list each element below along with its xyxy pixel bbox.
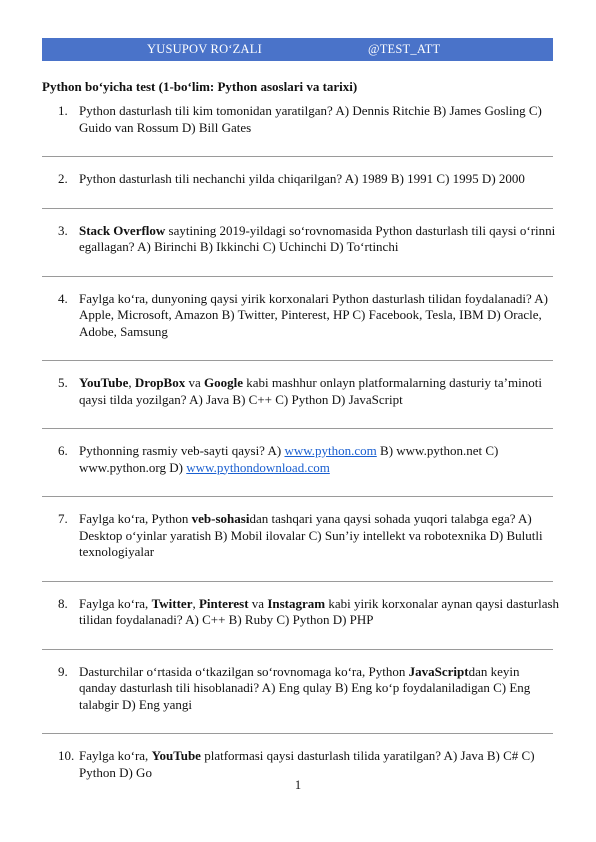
- bold-term: veb-sohasi: [191, 511, 250, 526]
- text-segment: Dasturchilar o‘rtasida o‘tkazilgan so‘rovnomaga ko‘ra, Python: [79, 663, 409, 679]
- question-text: [79, 223, 562, 256]
- bold-term: Stack Overflow: [79, 222, 166, 238]
- question-text: [79, 375, 562, 408]
- text-segment: Python dasturlash tili nechanchi yilda chiqarilgan? A) 1989 B) 1991 C) 1995 D) 2000: [79, 171, 525, 186]
- question-divider: [42, 581, 553, 582]
- question-item: [42, 103, 562, 136]
- text-segment: B) www.python.net C) www.python.org D): [79, 443, 499, 475]
- question-number: 5.: [58, 375, 68, 390]
- question-number: 9.: [58, 663, 68, 679]
- bold-term: JavaScript: [408, 663, 469, 679]
- question-item: [42, 291, 562, 341]
- bold-term: YouTube: [151, 748, 201, 763]
- text-segment: dan keyin qanday dasturlash tili hisoblanadi? A) Eng qulay B) Eng ko‘p foydalaniladigan C) Eng talabgir D) Eng yangi: [79, 663, 531, 712]
- question-text: [79, 103, 562, 136]
- question-item: [42, 664, 562, 714]
- question-item: [42, 511, 562, 561]
- text-segment: Faylga ko‘ra,: [79, 595, 152, 611]
- question-text: [79, 664, 562, 714]
- question-item: [42, 748, 562, 781]
- question-text: [79, 596, 562, 629]
- question-item: [42, 171, 562, 188]
- bold-term: DropBox: [134, 375, 186, 390]
- question-number: 4.: [58, 290, 68, 306]
- question-text: [79, 443, 562, 476]
- question-text: [79, 511, 562, 561]
- question-number: 1.: [58, 103, 68, 118]
- text-segment: kabi mashhur onlayn platformalarning dasturiy ta’minoti qaysi tilda yozilgan? A) Java B) C++ C) Python D) JavaScript: [79, 375, 542, 407]
- url-link[interactable]: www.python.com: [284, 443, 377, 458]
- bold-term: Google: [204, 375, 243, 390]
- bold-term: Instagram: [267, 595, 326, 611]
- question-divider: [42, 156, 553, 157]
- question-number: 10.: [58, 748, 75, 763]
- bold-term: Pinterest: [198, 595, 249, 611]
- page-number: 1: [294, 778, 302, 792]
- author-handle: @TEST_ATT: [368, 42, 441, 56]
- text-segment: Faylga ko‘ra, dunyoning qaysi yirik korxonalari Python dasturlash tilidan foydalanadi? A) Apple, Microsoft, Amazon B) Twitter, Pinterest, HP C) Facebook, Tesla, IBM D) Oracle, Adobe, Samsung: [79, 290, 548, 339]
- text-segment: ,: [192, 595, 199, 611]
- question-text: [79, 748, 562, 781]
- question-list: [42, 103, 562, 781]
- text-segment: va: [248, 595, 268, 611]
- bold-term: Twitter: [151, 595, 193, 611]
- bold-term: YouTube: [79, 375, 129, 390]
- question-text: [79, 291, 562, 341]
- text-segment: va: [185, 375, 204, 390]
- url-link[interactable]: www.pythondownload.com: [186, 459, 330, 475]
- test-title: Python bo‘yicha test (1-bo‘lim: Python asoslari va tarixi): [42, 79, 358, 94]
- question-number: 2.: [58, 171, 68, 186]
- question-divider: [42, 649, 553, 650]
- question-number: 3.: [58, 222, 68, 238]
- question-item: [42, 443, 562, 476]
- text-segment: Faylga ko‘ra, Python: [79, 511, 192, 526]
- text-segment: dan tashqari yana qaysi sohada yuqori talabga ega? A) Desktop o‘yinlar yaratish B) Mobil ilovalar C) Sun’iy intellekt va robotexnika D) Bulutli texnologiyalar: [79, 511, 543, 559]
- text-segment: kabi yirik korxonalar aynan qaysi dasturlash tilidan foydalanadi? A) C++ B) Ruby C) Python D) PHP: [79, 595, 560, 627]
- text-segment: ,: [128, 375, 135, 390]
- question-text: [79, 171, 562, 188]
- header-bar: [42, 38, 553, 61]
- question-divider: [42, 208, 553, 209]
- question-number: 8.: [58, 595, 68, 611]
- author-name: YUSUPOV RO‘ZALI: [147, 42, 262, 56]
- text-segment: platformasi qaysi dasturlash tilida yaratilgan? A) Java B) C# C) Python D) Go: [79, 748, 535, 780]
- question-number: 7.: [58, 511, 68, 526]
- question-divider: [42, 276, 553, 277]
- question-number: 6.: [58, 443, 68, 458]
- question-divider: [42, 496, 553, 497]
- question-divider: [42, 428, 553, 429]
- question-divider: [42, 360, 553, 361]
- text-segment: Faylga ko‘ra,: [79, 748, 152, 763]
- text-segment: saytining 2019-yildagi so‘rovnomasida Python dasturlash tili qaysi o‘rinni egallagan? A) Birinchi B) Ikkinchi C) Uchinchi D) To‘rtinchi: [79, 222, 556, 254]
- question-item: [42, 223, 562, 256]
- question-divider: [42, 733, 553, 734]
- question-item: [42, 596, 562, 629]
- question-item: [42, 375, 562, 408]
- text-segment: Pythonning rasmiy veb-sayti qaysi? A): [79, 443, 285, 458]
- text-segment: Python dasturlash tili kim tomonidan yaratilgan? A) Dennis Ritchie B) James Gosling C) Guido van Rossum D) Bill Gates: [79, 103, 542, 135]
